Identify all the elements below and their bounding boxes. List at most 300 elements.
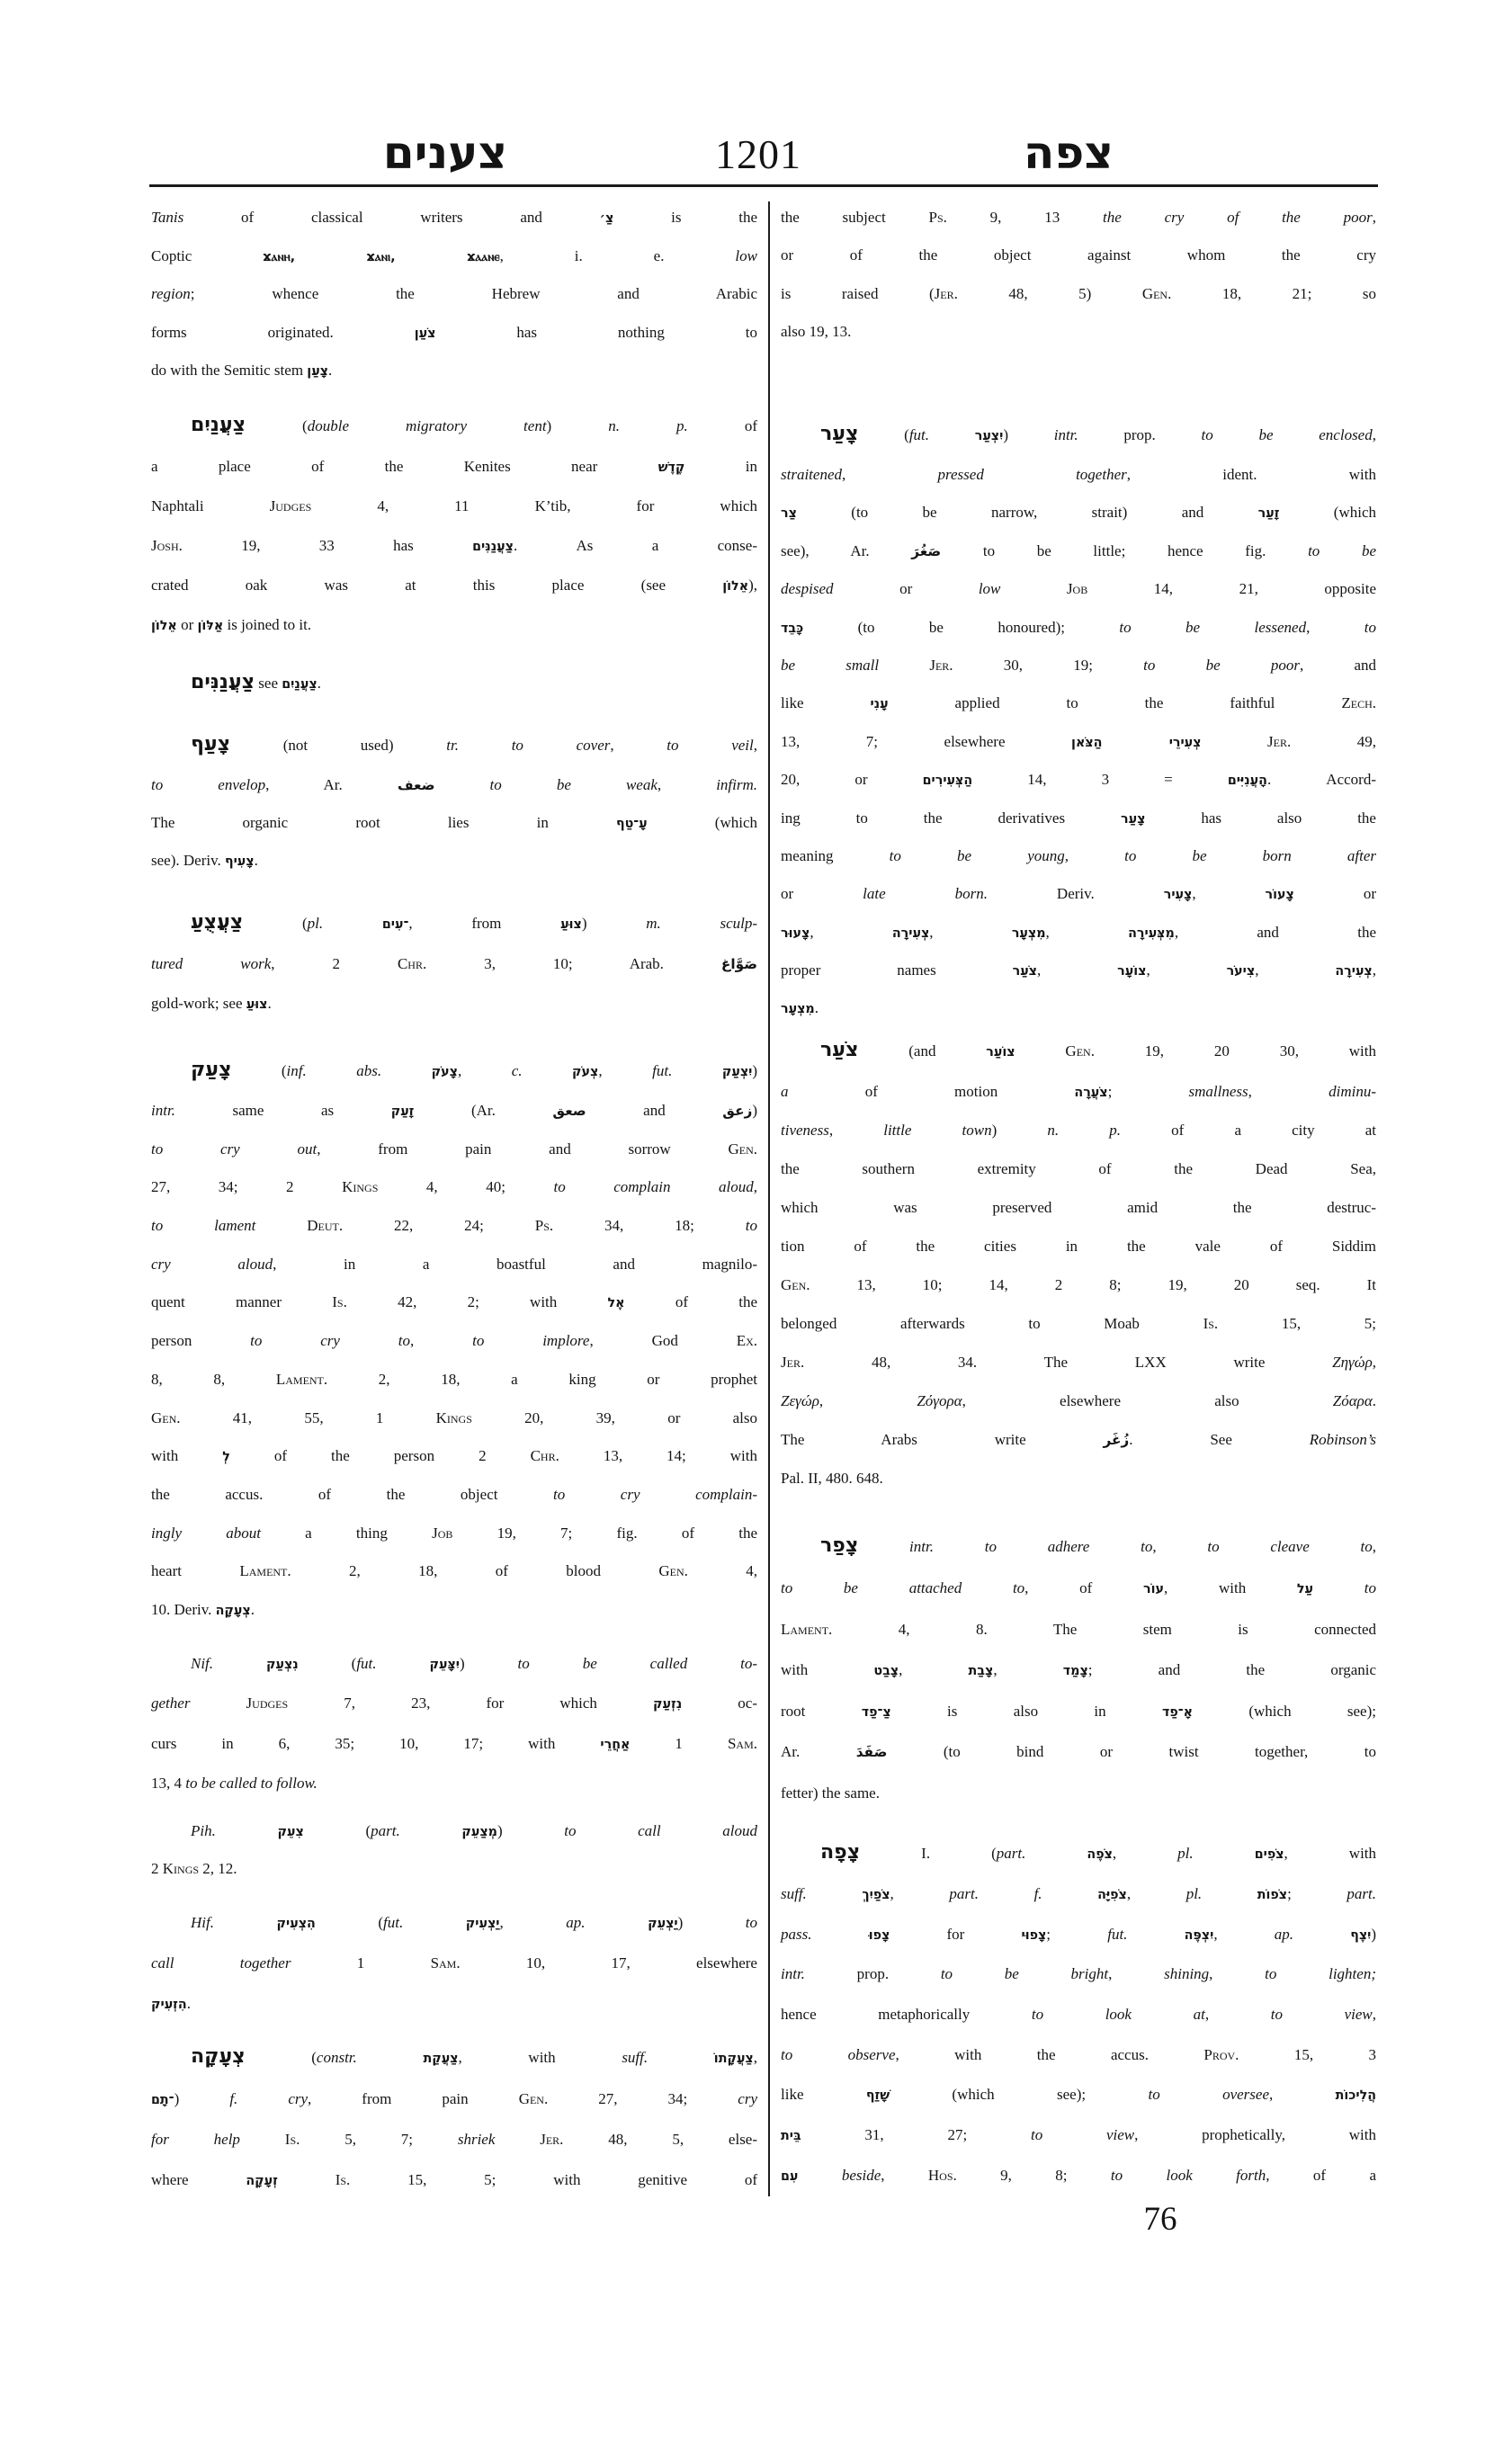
hebrew-word: הִזְעִיק [151, 1998, 187, 2012]
text-line [781, 1874, 1376, 1915]
hebrew-word: צַעֲנַנִּים [472, 540, 514, 554]
text-line [151, 1591, 757, 1630]
book-abbreviation: Kings [162, 1860, 200, 1877]
text-line [151, 1476, 757, 1515]
text-run: 4, 8. The stem is connected [832, 1620, 1376, 1638]
text-line [151, 1983, 757, 2024]
text-line [151, 1812, 757, 1850]
text-run: , in a boastful and magnilo- [273, 1255, 757, 1273]
text-line [781, 1072, 1376, 1111]
entry-tsaanaim [151, 402, 757, 645]
text-run: 19, 7; fig. of the [452, 1524, 757, 1542]
text-run: . [254, 852, 258, 869]
text-run: like [781, 694, 871, 712]
headword: צַעֲצֻעַ [191, 910, 244, 934]
text-run: 10, 17, elsewhere [460, 1954, 757, 1972]
text-run: . See [1129, 1431, 1310, 1448]
italic-text: to call aloud [564, 1822, 757, 1839]
text-line [151, 804, 757, 842]
text-run: , [1372, 1538, 1377, 1555]
text-line [151, 402, 757, 447]
text-run: , [753, 737, 757, 754]
italic-text: to be [1308, 541, 1376, 559]
text-run: ( [315, 1914, 384, 1931]
hebrew-word: אֶל [607, 1296, 625, 1311]
italic-text: to lament [151, 1217, 256, 1235]
italic-text: to cry out [151, 1140, 318, 1158]
text-run: , [810, 923, 892, 941]
text-line [781, 1149, 1376, 1188]
entry-tsoar [781, 1027, 1376, 1498]
text-run: do with the Semitic stem [151, 362, 308, 379]
italic-text: cry [738, 2090, 757, 2107]
text-run: ) [1371, 1925, 1377, 1943]
book-abbreviation: Gen. [1141, 284, 1172, 302]
text-line [781, 1459, 1376, 1498]
arabic-word: صعق [552, 1103, 586, 1119]
text-run [434, 776, 489, 793]
italic-text: tured work [151, 955, 272, 972]
italic-text: to view [1030, 2126, 1135, 2144]
text-run: Naphtali [151, 497, 270, 514]
italic-text: pressed together [937, 466, 1127, 483]
italic-text: to oversee [1148, 2086, 1270, 2104]
italic-text: cry aloud [151, 1255, 273, 1273]
italic-text: straitened [781, 466, 842, 483]
text-run: 30, 19; [953, 656, 1144, 674]
right-column [781, 0, 1376, 2450]
italic-text: tr. to cover [446, 737, 611, 754]
text-line [151, 447, 757, 487]
text-line [151, 1092, 757, 1131]
hebrew-word: צְעָקָה [215, 1603, 251, 1618]
text-run [1313, 1579, 1364, 1596]
book-abbreviation: Sam. [430, 1954, 461, 1972]
entry-tseaqah [151, 2034, 757, 2200]
text-run: , prophetically, with [1134, 2126, 1376, 2144]
text-line [781, 800, 1376, 837]
text-run: 7, 23, for which [288, 1694, 654, 1712]
text-run: , [899, 1661, 969, 1678]
italic-text: to be lessened [1119, 618, 1307, 636]
book-abbreviation: Lament. [781, 1620, 833, 1638]
hebrew-word: זָעַר [1257, 506, 1280, 522]
book-abbreviation: Chr. [530, 1447, 559, 1465]
hebrew-word: כָּבֵד [781, 621, 804, 636]
text-run: the subject [781, 209, 929, 226]
text-run: ( [246, 417, 308, 434]
book-abbreviation: Lament. [275, 1370, 328, 1388]
text-run [1015, 1042, 1066, 1060]
text-run: 13, 4 [151, 1774, 186, 1792]
hebrew-word: אָ־פַד [1161, 1704, 1194, 1720]
headword: צַעֲנַיִם [191, 413, 246, 436]
book-abbreviation: Prov. [1203, 2045, 1239, 2063]
hebrew-word: עָ־טַף [615, 817, 648, 831]
hebrew-word: צַעֲנַיִם [282, 677, 318, 692]
text-line [151, 842, 757, 880]
text-run: , [842, 466, 938, 483]
text-run: 15, 5; with genitive of [350, 2171, 758, 2188]
text-run: , [1108, 1965, 1165, 1983]
hebrew-word: צָעוֹר [1265, 888, 1294, 903]
text-run: . [1372, 1392, 1376, 1409]
text-run: , from pain and sorrow [317, 1140, 729, 1158]
text-line [151, 199, 757, 237]
text-line [151, 2034, 757, 2079]
italic-text: call together [151, 1954, 291, 1972]
text-run: 20, or [781, 771, 923, 789]
book-abbreviation: Deut. [307, 1217, 344, 1235]
text-run: The Arabs write [781, 1431, 1104, 1448]
text-line [781, 875, 1376, 913]
headword: צָפָה [820, 1840, 861, 1864]
text-run: , [610, 737, 667, 754]
italic-text: fut. [383, 1914, 404, 1931]
text-line [151, 1764, 757, 1803]
text-run: . [317, 675, 321, 692]
headword: צֹעַר [820, 1038, 859, 1061]
italic-text: gether [151, 1694, 191, 1712]
text-run: . [328, 362, 333, 379]
text-run: has nothing to [435, 323, 757, 341]
text-run: quent manner [151, 1293, 333, 1311]
text-run: 27, 34; [548, 2090, 738, 2107]
italic-text: suff. [622, 2049, 714, 2066]
text-run: . [250, 1600, 255, 1618]
hebrew-word: צָבַת [968, 1664, 994, 1678]
hebrew-word: אֵלוֹן [151, 619, 177, 633]
italic-text: low [978, 580, 1001, 598]
italic-text: to complain aloud [553, 1178, 754, 1196]
text-run: is raised ( [781, 284, 935, 302]
hebrew-word: מְצַעֵק [461, 1825, 497, 1839]
text-run: with [781, 1661, 874, 1678]
text-line [781, 570, 1376, 608]
italic-text: ap. [566, 1914, 586, 1931]
text-line [781, 2115, 1376, 2156]
italic-text: to be called to- [517, 1655, 757, 1672]
italic-text: despised [781, 580, 834, 598]
text-line [781, 1304, 1376, 1343]
hebrew-word: צוֹעָר [1117, 964, 1147, 979]
text-run [323, 915, 382, 932]
hebrew-word: צָבַט [873, 1664, 899, 1678]
text-line [151, 1552, 757, 1591]
entry-tsafar [781, 1523, 1376, 1813]
text-line [781, 1111, 1376, 1149]
text-run: ( [303, 1822, 371, 1839]
text-line [151, 526, 757, 566]
entry-tsaanannim [151, 659, 757, 704]
italic-text: intr. [1053, 426, 1078, 443]
text-run: The organic root lies in [151, 814, 616, 831]
text-run: , [1037, 961, 1118, 979]
text-line [781, 494, 1376, 532]
text-run: ) [752, 1062, 758, 1079]
hebrew-word: הִצְעִיק [276, 1917, 316, 1931]
arabic-word: صَغُرَ [911, 542, 942, 559]
text-line [781, 1188, 1376, 1227]
text-run [400, 1822, 462, 1839]
text-run: (which [647, 814, 757, 831]
text-line [781, 2075, 1376, 2115]
italic-text: c. [511, 1062, 573, 1079]
italic-text: Tanis [151, 209, 184, 226]
text-run: 5, 7; [300, 2131, 458, 2148]
hebrew-word: הֲלִיכוֹת [1335, 2088, 1377, 2104]
text-run: curs in 6, 35; 10, 17; with [151, 1734, 601, 1752]
text-run [1127, 1926, 1184, 1943]
text-run: 27, 34; 2 [151, 1178, 343, 1196]
text-run: or [1293, 885, 1376, 903]
italic-text: fut. [1107, 1925, 1128, 1943]
text-run: (to be narrow, strait) and [796, 504, 1258, 522]
text-run: see), Ar. [781, 541, 912, 559]
text-line [781, 837, 1376, 875]
italic-text: to be weak [489, 776, 658, 793]
text-line [151, 1047, 757, 1092]
book-abbreviation: Ex. [736, 1332, 758, 1350]
text-line [781, 1227, 1376, 1265]
italic-text: shriek [457, 2131, 496, 2148]
text-run: . [814, 999, 819, 1017]
text-run: where [151, 2171, 246, 2188]
italic-text: Hif. [191, 1914, 214, 1931]
text-run: . Accord- [1266, 771, 1376, 789]
book-abbreviation: Hos. [927, 2166, 957, 2184]
hebrew-word: עִם [781, 2168, 799, 2184]
text-run: ; [1046, 1925, 1108, 1943]
text-run: ) [546, 417, 609, 434]
book-abbreviation: Sam. [727, 1734, 758, 1752]
text-run [1025, 1845, 1087, 1862]
text-run: 18, 21; so [1171, 284, 1377, 302]
text-run [1000, 580, 1067, 597]
text-run: 3, 10; Arab. [426, 955, 721, 972]
text-run: , [890, 1885, 950, 1902]
text-run: , [657, 776, 717, 793]
hebrew-word: צֹפֶה [1087, 1847, 1113, 1862]
text-line [781, 411, 1376, 456]
text-run: , [1248, 1083, 1329, 1100]
hebrew-word: מִצְּעִירָה [1128, 925, 1175, 941]
text-line [151, 1168, 757, 1207]
text-run: , [1112, 1845, 1178, 1862]
arabic-word: صَفَدَ [855, 1744, 888, 1760]
italic-text: pl. [307, 915, 324, 932]
text-line [151, 1246, 757, 1284]
text-run: 13, 10; 14, 2 8; 19, 20 seq. It [810, 1276, 1376, 1293]
italic-text: Pih. [191, 1822, 216, 1839]
text-run: in [684, 458, 757, 475]
text-run: , [881, 2166, 928, 2184]
text-run: , [1372, 2006, 1376, 2024]
entry-tsaar [781, 411, 1376, 1028]
text-run: Pal. II, 480. 648. [781, 1470, 883, 1487]
book-abbreviation: Kings [435, 1408, 472, 1426]
italic-text: infirm. [716, 776, 757, 793]
italic-text: part. f. [949, 1885, 1042, 1902]
arabic-word: زعق [722, 1103, 753, 1119]
text-run: (Ar. [414, 1102, 553, 1119]
text-run: , [1209, 1965, 1266, 1983]
hebrew-word: צְעִירָה [891, 925, 930, 941]
book-abbreviation: Jer. [781, 1354, 805, 1371]
text-run: , [1372, 961, 1376, 979]
italic-text: intr. to adhere to [909, 1538, 1153, 1555]
hebrew-word: קֶדֶשׁ [658, 460, 685, 475]
hebrew-word: נִצְעַק [265, 1658, 299, 1672]
text-run: , [1192, 885, 1266, 903]
text-run [586, 1914, 649, 1931]
text-run: , [819, 1392, 917, 1409]
text-run: , Ar. [265, 776, 398, 793]
italic-text: region [151, 285, 191, 302]
text-run: 2, 18, a king or prophet [327, 1370, 758, 1388]
text-run: see [255, 675, 282, 692]
text-line [781, 723, 1376, 761]
coptic-word: ϫⲁⲛⲏ, ϫⲁⲛⲓ, ϫⲁⲁⲛⲉ [263, 249, 500, 264]
headword: צָעַר [820, 422, 859, 445]
hebrew-word: נִזְעַק [653, 1697, 683, 1712]
text-run: (which see); [1193, 1702, 1376, 1720]
text-run: , i. e. [499, 246, 736, 264]
text-run: same as [174, 1102, 391, 1119]
arabic-word: ضعف [397, 777, 435, 793]
book-abbreviation: Is. [332, 1293, 347, 1311]
hebrew-word: יִצְפֶּה [1184, 1927, 1214, 1943]
text-line [781, 1954, 1376, 1995]
guide-word-right: צפה [1024, 127, 1114, 179]
text-line [781, 1523, 1376, 1568]
hebrew-word: ־עִים [381, 917, 409, 932]
hebrew-word: הַצְּעִירִים [922, 773, 973, 789]
hebrew-word: אַחֲרֵי [600, 1737, 631, 1752]
text-line [151, 1850, 757, 1888]
text-run: 34, 18; [553, 1217, 746, 1235]
text-line [151, 1724, 757, 1764]
text-run: 41, 55, 1 [180, 1408, 436, 1426]
hebrew-word: צָמַד [1062, 1664, 1088, 1678]
text-line [151, 1684, 757, 1723]
italic-text: for help [151, 2131, 240, 2148]
text-run: prop. [804, 1965, 941, 1983]
italic-text: to look at [1031, 2006, 1205, 2024]
italic-text: to cleave to [1207, 1538, 1373, 1555]
text-run [1202, 1885, 1257, 1902]
text-line [151, 566, 757, 605]
text-run: ) [1003, 426, 1054, 443]
text-run: , [1146, 961, 1227, 979]
text-run: I. ( [860, 1845, 997, 1862]
text-run: , elsewhere also [962, 1392, 1333, 1409]
hebrew-word: צָעִיר [1163, 888, 1193, 903]
text-run: like [781, 2086, 866, 2104]
text-run: root [781, 1702, 862, 1720]
italic-text: to be poor [1143, 656, 1300, 674]
entry-tsafah [781, 1829, 1376, 2196]
text-line [781, 1420, 1376, 1459]
text-run: belonged afterwards to Moab [781, 1315, 1203, 1332]
signature-mark: 76 [1143, 2201, 1177, 2238]
italic-text: little town [883, 1122, 992, 1139]
hebrew-word: יִצְעַק [721, 1065, 753, 1079]
text-run [255, 1217, 307, 1234]
italic-text: to cry complain- [553, 1485, 758, 1503]
text-run: is the [613, 209, 758, 226]
text-run: , [1372, 1354, 1376, 1371]
text-line [151, 352, 757, 390]
text-run: , from pain [308, 2090, 519, 2107]
text-run: 4, 40; [378, 1178, 554, 1196]
text-run: , and [1299, 656, 1376, 674]
text-line [151, 2159, 757, 2200]
text-line [781, 237, 1376, 274]
italic-text: to cry to [250, 1332, 411, 1350]
italic-text: tiveness [781, 1122, 829, 1139]
hebrew-word: ־תָם [151, 2093, 174, 2107]
text-line [781, 1568, 1376, 1609]
hebrew-word: צָעִיף [224, 854, 255, 869]
hebrew-word: צַעֲקָתוֹ [713, 2052, 754, 2066]
text-run: , 2 [271, 955, 398, 972]
italic-text: part. [1346, 1885, 1377, 1902]
text-run: has also the [1145, 809, 1376, 827]
text-line [151, 1943, 757, 1983]
text-run: Coptic [151, 246, 264, 264]
text-run [811, 1926, 868, 1943]
text-line [781, 1650, 1376, 1691]
text-run: gold-work; see [151, 995, 246, 1012]
text-run [879, 657, 929, 674]
text-run [807, 1885, 863, 1902]
text-run: , ident. with [1126, 466, 1376, 483]
text-run: , [598, 1062, 653, 1079]
text-run [495, 2131, 540, 2148]
text-run: ; and the organic [1087, 1661, 1377, 1678]
text-run: 9, 8; [956, 2166, 1111, 2184]
text-run: of a city at [1121, 1122, 1377, 1139]
text-run: 19, 33 has [182, 537, 473, 554]
hebrew-word: מִצְעָר [781, 1002, 815, 1017]
text-run: with [151, 1447, 223, 1465]
text-line [781, 647, 1376, 684]
text-line [781, 761, 1376, 799]
italic-text: the cry of the poor [1103, 209, 1373, 226]
text-run: ) [752, 1102, 757, 1119]
text-run: or [176, 616, 198, 633]
book-abbreviation: Jer. [1267, 732, 1292, 750]
text-run: , [1372, 209, 1377, 226]
entry-tsoan-continuation [151, 199, 757, 390]
text-line [781, 1829, 1376, 1874]
book-abbreviation: Zech. [1341, 694, 1376, 712]
text-line [151, 1644, 757, 1684]
hebrew-word: צִעֵק [277, 1825, 304, 1839]
hebrew-word: צֹעַר [1012, 964, 1037, 979]
book-abbreviation: Gen. [1065, 1042, 1095, 1060]
hebrew-word: צוּעַ [246, 997, 268, 1012]
text-run: , [457, 1062, 512, 1079]
text-line [151, 944, 757, 984]
text-run: (to be honoured); [803, 618, 1120, 636]
greek-word: Ζηγώρ [1332, 1354, 1373, 1371]
hebrew-word: זָעַק [390, 1104, 415, 1119]
text-run: is also in [890, 1702, 1162, 1720]
text-line [781, 1343, 1376, 1381]
hebrew-word: לְ [222, 1450, 230, 1465]
